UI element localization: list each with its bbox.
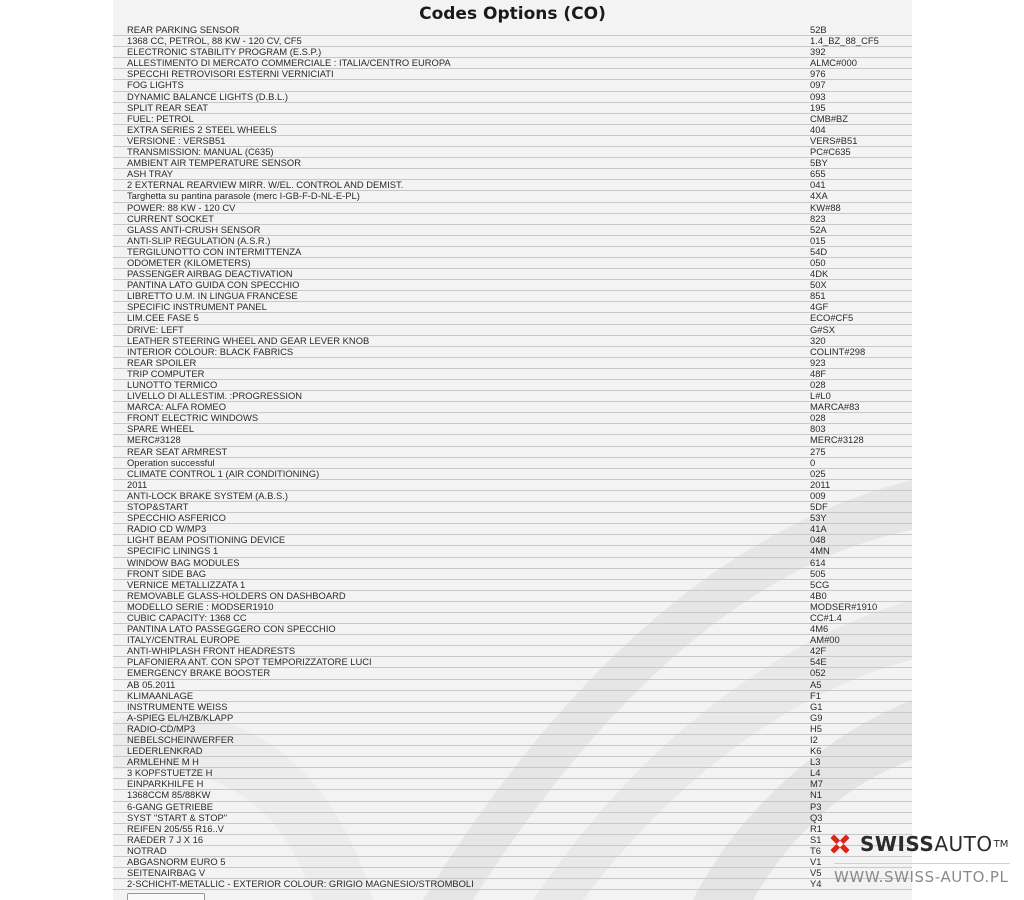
option-description: ARMLEHNE M H (127, 756, 199, 768)
table-row (113, 191, 912, 202)
option-description: FRONT ELECTRIC WINDOWS (127, 412, 259, 424)
option-description: Operation successful (127, 456, 215, 468)
option-description: A-SPIEG EL/HZB/KLAPP (127, 711, 234, 723)
option-code: 923 (810, 356, 826, 368)
option-code: 50X (810, 279, 827, 291)
option-description: CLIMATE CONTROL 1 (AIR CONDITIONING) (127, 467, 320, 479)
table-row (113, 302, 912, 313)
brand-divider (834, 863, 1010, 864)
table-row (113, 92, 912, 103)
option-code: V5 (810, 867, 822, 879)
option-description: ANTI-WHIPLASH FRONT HEADRESTS (127, 645, 296, 657)
option-code: 195 (810, 101, 826, 113)
option-code: G#SX (810, 323, 836, 335)
option-code: PC#C635 (810, 146, 851, 158)
option-description: PANTINA LATO GUIDA CON SPECCHIO (127, 279, 300, 291)
brand-url: WWW.SWISS-AUTO.PL (834, 868, 1009, 886)
option-code: 050 (810, 256, 826, 268)
option-code: 52B (810, 24, 827, 35)
option-code: 028 (810, 379, 826, 390)
option-code: 4DK (810, 268, 829, 280)
option-code: 4XA (810, 190, 828, 202)
option-description: ALLESTIMENTO DI MERCATO COMMERCIALE : ITALIA/CENTRO EUROPA (127, 57, 451, 69)
table-row (113, 558, 912, 569)
option-description: LIVELLO DI ALLESTIM. :PROGRESSION (127, 390, 303, 402)
option-description: SYST "START & STOP" (127, 811, 228, 823)
option-description: PASSENGER AIRBAG DEACTIVATION (127, 268, 293, 280)
table-row (113, 668, 912, 679)
option-code: 275 (810, 445, 826, 457)
table-row (113, 713, 912, 724)
option-code: 54E (810, 656, 827, 668)
option-description: CURRENT SOCKET (127, 212, 214, 224)
table-row (113, 435, 912, 446)
option-description: SPARE WHEEL (127, 423, 195, 435)
table-row (113, 502, 912, 513)
table-row (113, 447, 912, 458)
option-code: 320 (810, 334, 826, 346)
option-description: 1368 CC, PETROL, 88 KW - 120 CV, CF5 (127, 35, 302, 47)
option-code: 392 (810, 46, 826, 58)
option-description: SPECCHI RETROVISORI ESTERNI VERNICIATI (127, 68, 334, 80)
option-description: INTERIOR COLOUR: BLACK FABRICS (127, 345, 294, 357)
option-code: 5DF (810, 501, 828, 513)
options-sheet (113, 0, 912, 900)
trademark-mark: TM (993, 838, 1009, 850)
option-code: 404 (810, 123, 826, 135)
option-code: S1 (810, 833, 822, 845)
table-row (113, 80, 912, 91)
option-description: TERGILUNOTTO CON INTERMITTENZA (127, 245, 302, 257)
option-code: 803 (810, 423, 826, 435)
option-description: 1368CCM 85/88KW (127, 789, 211, 801)
option-description: Targhetta su pantina parasole (merc I-GB-F-D-NL-E-PL) (127, 190, 360, 202)
option-code: 851 (810, 290, 826, 302)
option-description: NEBELSCHEINWERFER (127, 734, 234, 745)
option-code: L3 (810, 756, 821, 768)
option-description: LIGHT BEAM POSITIONING DEVICE (127, 534, 286, 546)
option-code: 052 (810, 667, 826, 679)
option-code: Y4 (810, 878, 822, 890)
option-description: SPECIFIC INSTRUMENT PANEL (127, 301, 267, 313)
option-description: ANTI-SLIP REGULATION (A.S.R.) (127, 234, 271, 246)
option-description: REMOVABLE GLASS-HOLDERS ON DASHBOARD (127, 589, 346, 601)
option-description: ODOMETER (KILOMETERS) (127, 256, 251, 268)
option-code: K6 (810, 745, 822, 757)
codes-table (113, 25, 912, 890)
table-row (113, 802, 912, 813)
option-code: 41A (810, 523, 827, 535)
option-description: RADIO-CD/MP3 (127, 722, 196, 734)
table-row (113, 824, 912, 835)
option-code: 505 (810, 567, 826, 579)
option-description: FOG LIGHTS (127, 79, 184, 91)
option-code: VERS#B51 (810, 134, 858, 146)
table-row (113, 513, 912, 524)
option-description: PLAFONIERA ANT. CON SPOT TEMPORIZZATORE LUCI (127, 656, 372, 668)
table-row (113, 158, 912, 169)
option-code: 028 (810, 412, 826, 424)
table-row (113, 546, 912, 557)
option-code: 1.4_BZ_88_CF5 (810, 35, 879, 47)
option-code: 4M6 (810, 623, 829, 635)
option-description: MERC#3128 (127, 434, 181, 446)
option-description: REAR SEAT ARMREST (127, 445, 228, 457)
table-row (113, 535, 912, 546)
table-row (113, 491, 912, 502)
table-row (113, 813, 912, 824)
option-code: 015 (810, 234, 826, 246)
table-row (113, 203, 912, 214)
option-code: L#L0 (810, 390, 831, 402)
table-row (113, 735, 912, 746)
option-code: CMB#BZ (810, 112, 849, 124)
brand-logo (828, 829, 1018, 859)
option-code: G1 (810, 700, 823, 712)
option-code: 025 (810, 467, 826, 479)
table-row (113, 879, 912, 890)
option-code: 54D (810, 245, 828, 257)
option-code: CC#1.4 (810, 611, 842, 623)
option-description: SPECIFIC LININGS 1 (127, 545, 219, 557)
option-code: 093 (810, 90, 826, 102)
option-code: ECO#CF5 (810, 312, 854, 324)
option-description: ELECTRONIC STABILITY PROGRAM (E.S.P.) (127, 46, 322, 58)
action-button[interactable] (127, 893, 205, 900)
option-description: ASH TRAY (127, 168, 174, 180)
option-description: MARCA: ALFA ROMEO (127, 401, 226, 413)
brand-name: SWISSAUTO (860, 832, 993, 856)
option-description: EXTRA SERIES 2 STEEL WHEELS (127, 123, 277, 135)
option-code: 823 (810, 212, 826, 224)
table-row (113, 680, 912, 691)
table-row (113, 125, 912, 136)
option-description: VERNICE METALLIZZATA 1 (127, 578, 246, 590)
option-code: 5BY (810, 157, 828, 169)
option-description: 6-GANG GETRIEBE (127, 800, 213, 812)
option-code: 4GF (810, 301, 829, 313)
option-description: REAR PARKING SENSOR (127, 24, 240, 35)
table-row (113, 768, 912, 779)
option-code: MARCA#83 (810, 401, 860, 413)
option-code: MERC#3128 (810, 434, 864, 446)
table-row (113, 469, 912, 480)
option-description: NOTRAD (127, 844, 167, 856)
table-row (113, 746, 912, 757)
option-code: COLINT#298 (810, 345, 866, 357)
option-code: A5 (810, 678, 822, 690)
option-description: VERSIONE : VERSB51 (127, 134, 226, 146)
option-description: WINDOW BAG MODULES (127, 556, 240, 568)
option-code: 42F (810, 645, 827, 657)
option-description: LEDERLENKRAD (127, 745, 203, 757)
option-description: 2 EXTERNAL REARVIEW MIRR. W/EL. CONTROL AND DEMIST. (127, 179, 404, 191)
option-description: PANTINA LATO PASSEGGERO CON SPECCHIO (127, 623, 336, 635)
table-row (113, 757, 912, 768)
option-code: 5CG (810, 578, 830, 590)
option-code: 655 (810, 168, 826, 180)
option-code: 52A (810, 223, 827, 235)
table-row (113, 424, 912, 435)
option-description: REAR SPOILER (127, 356, 197, 368)
table-row (113, 413, 912, 424)
option-code: L4 (810, 767, 821, 779)
option-description: REIFEN 205/55 R16..V (127, 822, 224, 834)
option-description: TRIP COMPUTER (127, 367, 205, 379)
option-description: LIM.CEE FASE 5 (127, 312, 199, 324)
option-description: DRIVE: LEFT (127, 323, 184, 335)
option-description: EMERGENCY BRAKE BOOSTER (127, 667, 271, 679)
option-description: INSTRUMENTE WEISS (127, 700, 228, 712)
option-description: SEITENAIRBAG V (127, 867, 206, 879)
option-code: 2011 (810, 478, 831, 490)
option-code: 0 (810, 456, 816, 468)
table-row (113, 790, 912, 801)
option-code: N1 (810, 789, 822, 801)
table-row (113, 835, 912, 846)
option-code: V1 (810, 856, 822, 868)
option-code: 4MN (810, 545, 830, 557)
option-description: FUEL: PETROL (127, 112, 194, 124)
option-description: 3 KOPFSTUETZE H (127, 767, 213, 779)
option-code: 976 (810, 68, 826, 80)
option-description: RAEDER 7 J X 16 (127, 833, 204, 845)
option-code: 53Y (810, 512, 827, 524)
option-code: 4B0 (810, 589, 827, 601)
option-code: P3 (810, 800, 822, 812)
option-code: 009 (810, 489, 826, 501)
option-description: SPLIT REAR SEAT (127, 101, 208, 113)
table-row (113, 69, 912, 80)
option-code: G9 (810, 711, 823, 723)
table-row (113, 347, 912, 358)
option-code: 48F (810, 367, 827, 379)
table-row (113, 358, 912, 369)
option-code: ALMC#000 (810, 57, 857, 69)
option-description: TRANSMISSION: MANUAL (C635) (127, 146, 274, 158)
option-description: ITALY/CENTRAL EUROPE (127, 634, 240, 646)
option-description: 2-SCHICHT-METALLIC - EXTERIOR COLOUR: GRIGIO MAGNESIO/STROMBOLI (127, 878, 474, 890)
table-row (113, 103, 912, 114)
option-description: STOP&START (127, 501, 189, 513)
page-title: Codes Options (CO) (419, 4, 606, 24)
option-description: CUBIC CAPACITY: 1368 CC (127, 611, 247, 623)
option-code: 041 (810, 179, 826, 191)
option-code: MODSER#1910 (810, 600, 878, 612)
option-code: I2 (810, 734, 818, 745)
table-row (113, 325, 912, 336)
option-code: 614 (810, 556, 826, 568)
option-code: T6 (810, 844, 821, 856)
option-code: KW#88 (810, 201, 841, 213)
option-description: LIBRETTO U.M. IN LINGUA FRANCESE (127, 290, 298, 302)
option-description: ABGASNORM EURO 5 (127, 856, 226, 868)
option-code: AM#00 (810, 634, 840, 646)
table-row (113, 369, 912, 380)
option-description: DYNAMIC BALANCE LIGHTS (D.B.L.) (127, 90, 288, 102)
x-cross-logo-icon (828, 832, 852, 856)
option-code: Q3 (810, 811, 823, 823)
table-row (113, 779, 912, 790)
option-description: ANTI-LOCK BRAKE SYSTEM (A.B.S.) (127, 489, 288, 501)
option-code: 048 (810, 534, 826, 546)
table-row (113, 391, 912, 402)
table-row (113, 857, 912, 868)
option-description: FRONT SIDE BAG (127, 567, 207, 579)
option-description: AB 05.2011 (127, 678, 176, 690)
option-description: EINPARKHILFE H (127, 778, 204, 790)
option-description: GLASS ANTI-CRUSH SENSOR (127, 223, 261, 235)
option-code: 097 (810, 79, 826, 91)
option-description: RADIO CD W/MP3 (127, 523, 207, 535)
option-code: R1 (810, 822, 822, 834)
table-row (113, 313, 912, 324)
option-description: LUNOTTO TERMICO (127, 379, 218, 390)
option-description: AMBIENT AIR TEMPERATURE SENSOR (127, 157, 301, 169)
option-description: KLIMAANLAGE (127, 689, 194, 701)
option-description: LEATHER STEERING WHEEL AND GEAR LEVER KNOB (127, 334, 370, 346)
option-code: M7 (810, 778, 824, 790)
option-code: F1 (810, 689, 821, 701)
option-description: MODELLO SERIE : MODSER1910 (127, 600, 274, 612)
table-row (113, 846, 912, 857)
option-description: 2011 (127, 478, 148, 490)
table-row (113, 691, 912, 702)
option-code: H5 (810, 722, 822, 734)
option-description: POWER: 88 KW - 120 CV (127, 201, 236, 213)
option-description: SPECCHIO ASFERICO (127, 512, 226, 524)
